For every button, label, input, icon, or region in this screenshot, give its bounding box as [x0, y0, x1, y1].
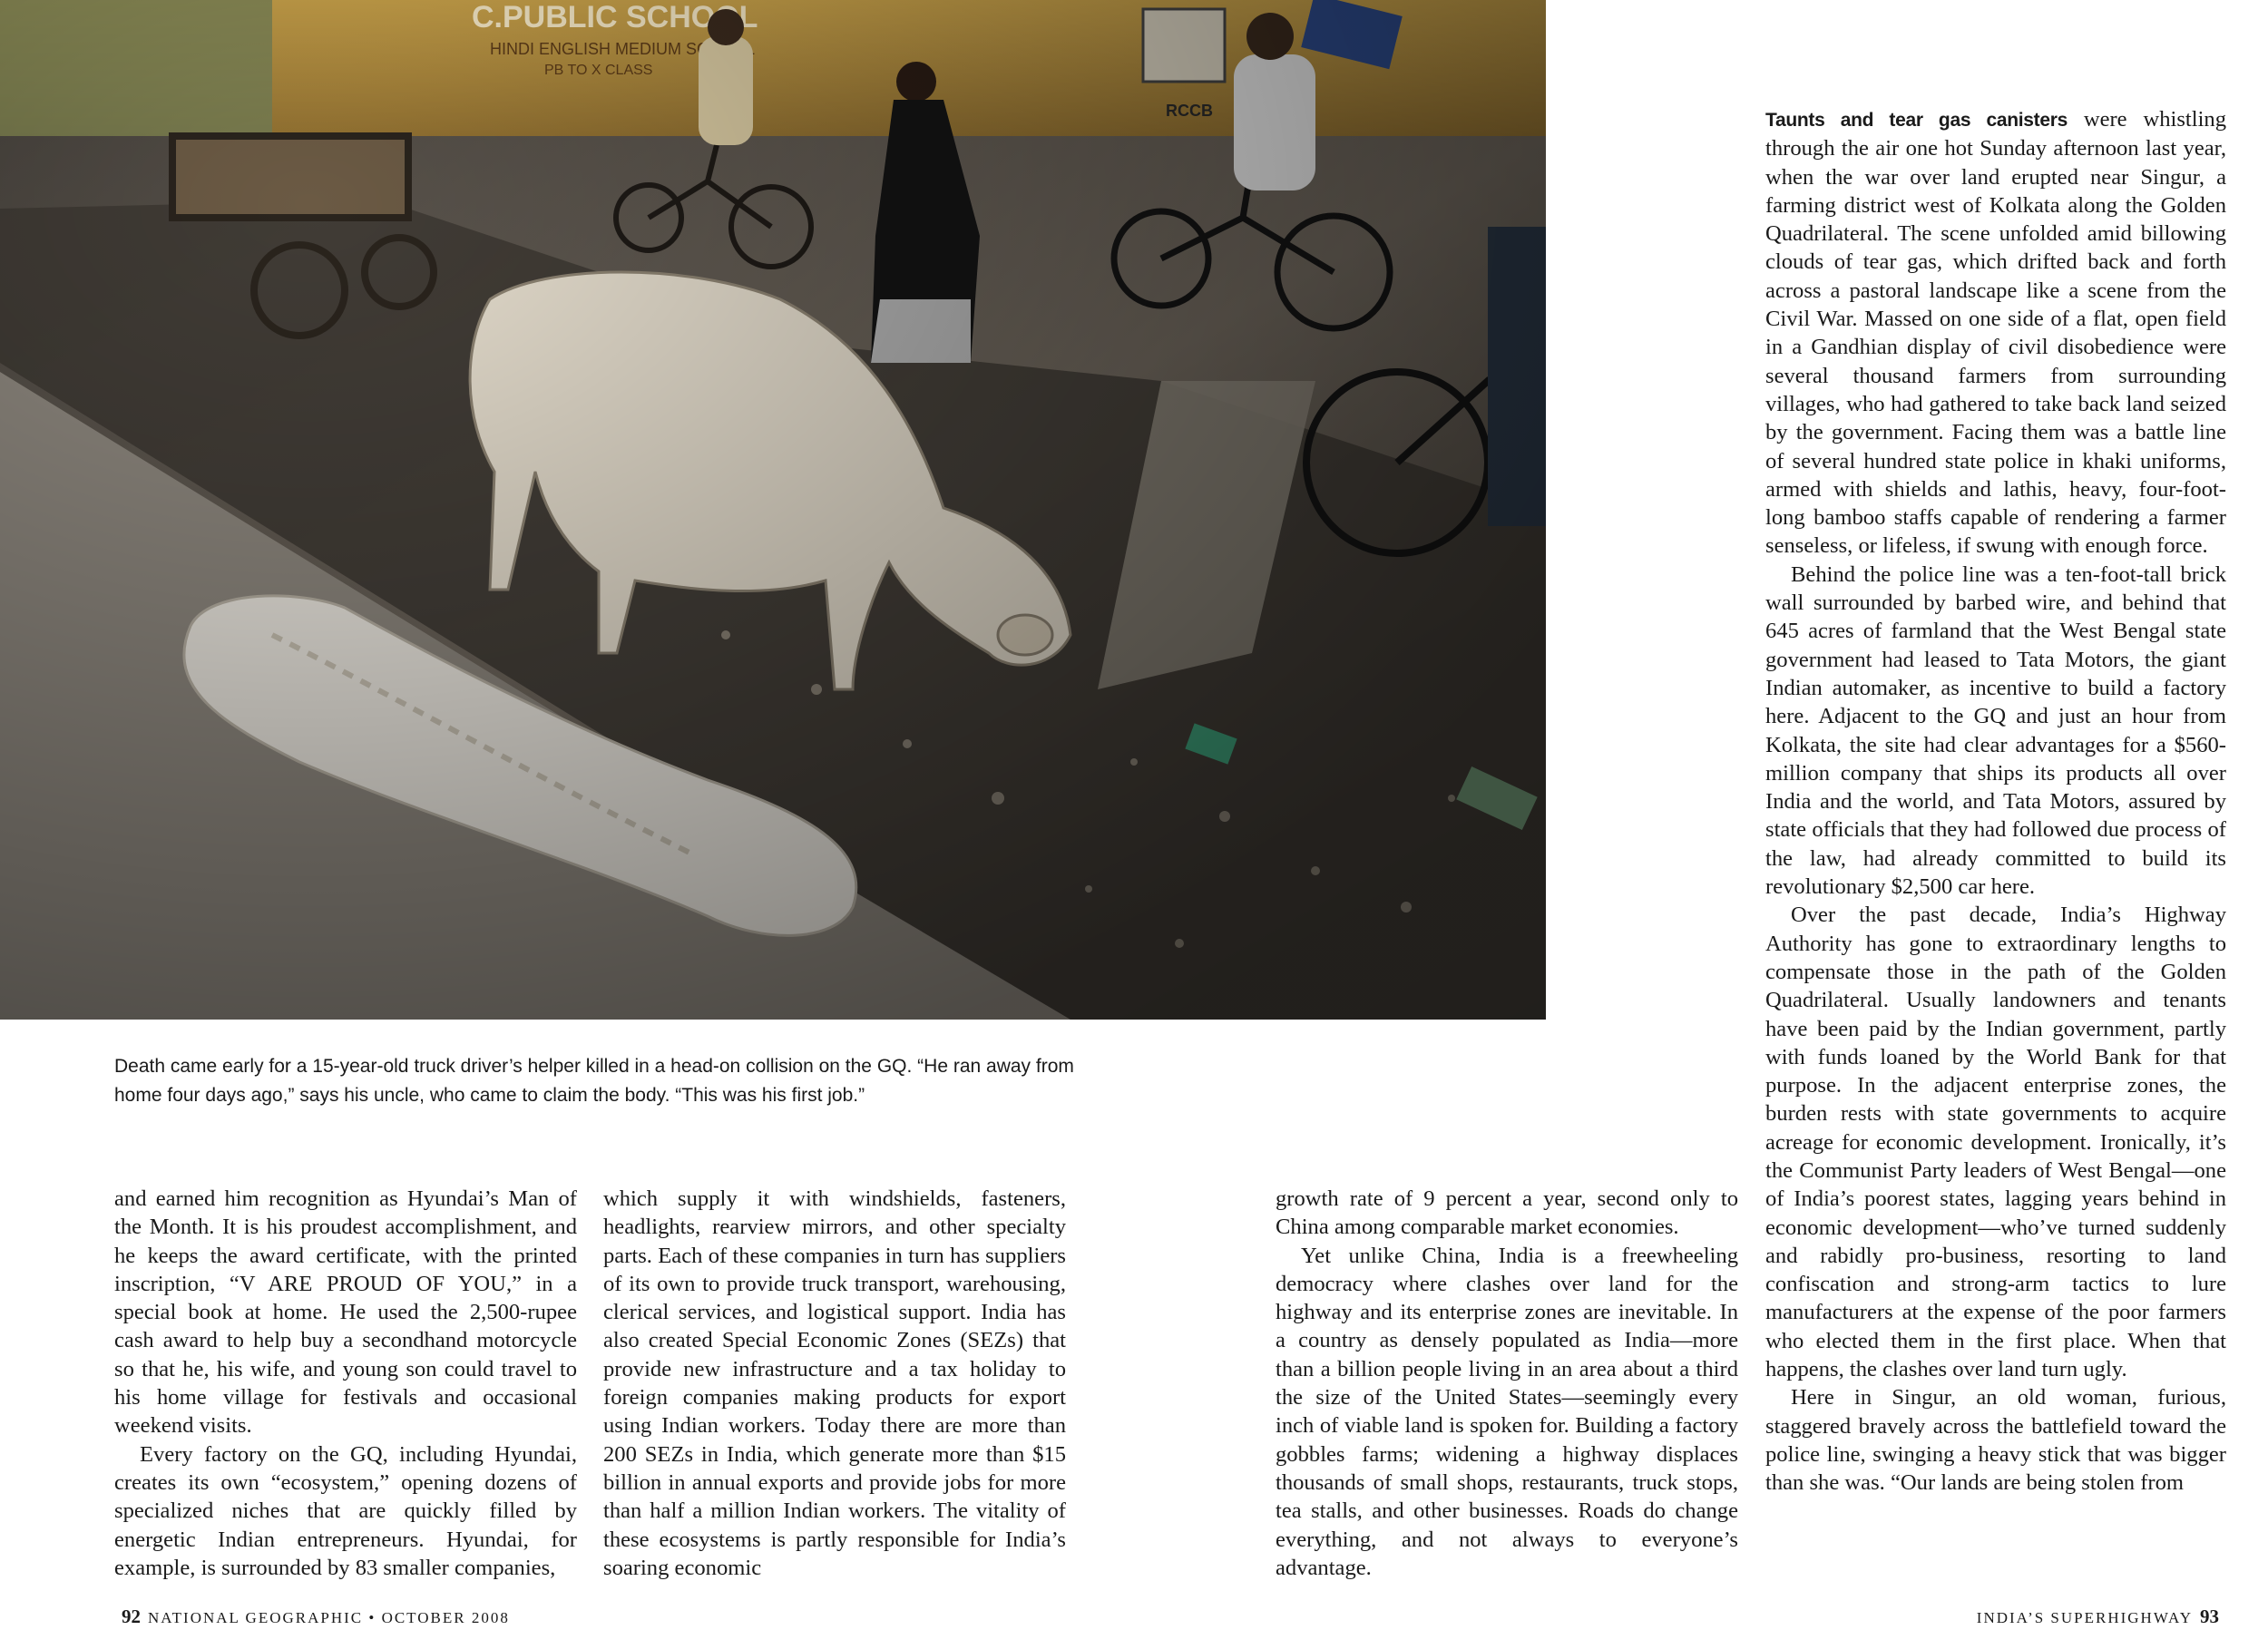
page-number-left: 92 [122, 1606, 141, 1627]
article-column-1 [114, 1185, 577, 1582]
paragraph: Taunts and tear gas canisters were whistling through the air one hot Sunday afternoon last year, when the war over land erupted near Singur, a farming district west of Kolkata along the Golden Quadrilateral. The scene unfolded amid billowing clouds of tear gas, which drifted back and forth across a pastoral landscape like a scene from the Civil War. Massed on one side of a flat, open field in a Gandhian display of civil disobedience were several thousand farmers from surrounding villages, who had gathered to take back land seized by the government. Facing them was a battle line of several hundred state police in khaki uniforms, armed with shields and lathis, heavy, four-foot-long bamboo staffs capable of rendering a farmer senseless, or lifeless, if swung with enough force. [1765, 107, 2226, 559]
article-column-3 [1276, 1185, 1738, 1582]
paragraph: Every factory on the GQ, including Hyundai, creates its own “ecosystem,” opening dozens of specialized niches that are quickly filled by energetic Indian entrepreneurs. Hyundai, for example, is surrounded by 83 smaller companies, [114, 1441, 577, 1580]
photo-illustration [0, 0, 1546, 1020]
paragraph: which supply it with windshields, fasteners, headlights, rearview mirrors, and other specialty parts. Each of these companies in turn has suppliers of its own to provide truck transport, warehousing, clerical services, and logistical support. India has also created Special Economic Zones (SEZs) that provide new infrastructure and a tax holiday to foreign companies making products for export using Indian workers. Today there are more than 200 SEZs in India, which generate more than $15 billion in annual exports and provide jobs for more than half a million Indian workers. The vitality of these ecosystems is partly responsible for India’s soaring economic [603, 1186, 1066, 1580]
folio-right [1977, 1606, 2226, 1628]
paragraph: Behind the police line was a ten-foot-tall brick wall surrounded by barbed wire, and behind that 645 acres of farmland that the West Bengal state government had leased to Tata Motors, the giant Indian automaker, as incentive to build a factory here. Adjacent to the GQ and just an hour from Kolkata, the site had clear advantages for a $560-million company that ships its products all over India and the world, and Tata Motors, assured by state officials that they had followed due process of the law, had already committed to build its revolutionary $2,500 car here. [1765, 561, 2226, 900]
paragraph: Over the past decade, India’s Highway Authority has gone to extraordinary lengths to compensate those in the path of the Golden Quadrilateral. Usually landowners and tenants have been paid by the Indian government, partly with funds loaned by the World Bank for that purpose. In the adjacent enterprise zones, the burden rests with state governments to acquire acreage for economic development. Ironically, it’s the Communist Party leaders of West Bengal—one of India’s poorest states, lagging years behind in economic development—who’ve turned suddenly and rabidly pro-business, resorting to land confiscation and strong-arm tactics to lure manufacturers at the expense of the poor farmers who elected them in the first place. When that happens, the clashes over land turn ugly. [1765, 903, 2226, 1382]
paragraph: growth rate of 9 percent a year, second only to China among comparable market economies. [1276, 1186, 1738, 1240]
paragraph: and earned him recognition as Hyundai’s Man of the Month. It is his proudest accomplishment, and he keeps the award certificate, with the printed inscription, “V ARE PROUD OF YOU,” in a special book at home. He used the 2,500-rupee cash award to help buy a secondhand motorcycle so that he, his wife, and young son could travel to his home village for festivals and occasional weekend visits. [114, 1186, 577, 1439]
lead-in: Taunts and tear gas canisters [1765, 110, 2068, 131]
folio-left [114, 1606, 510, 1628]
article-column-2 [603, 1185, 1066, 1582]
paragraph: Here in Singur, an old woman, furious, staggered bravely across the battlefield toward the police line, swinging a heavy stick that was bigger than she was. “Our lands are being stolen from [1765, 1385, 2226, 1496]
paragraph: Yet unlike China, India is a freewheeling democracy where clashes over land for the highway and its enterprise zones are inevitable. In a country as densely populated as India—more than a billion people living in an area about a third the size of the United States—seemingly every inch of viable land is spoken for. Building a factory gobbles farms; widening a highway displaces thousands of small shops, restaurants, truck stops, tea stalls, and other businesses. Roads do change everything, and not always to everyone’s advantage. [1276, 1243, 1738, 1580]
photo [0, 0, 1546, 1020]
folio-left-text: NATIONAL GEOGRAPHIC • OCTOBER 2008 [148, 1609, 510, 1626]
page-number-right: 93 [2200, 1606, 2219, 1627]
photo-caption: Death came early for a 15-year-old truck driver’s helper killed in a head-on collision on the GQ. “He ran away from home four days ago,” says his uncle, who came to claim the body. “This was his first job.” [114, 1056, 1074, 1106]
folio-right-text: INDIA’S SUPERHIGHWAY [1976, 1609, 2193, 1626]
article-column-4 [1765, 105, 2226, 1498]
